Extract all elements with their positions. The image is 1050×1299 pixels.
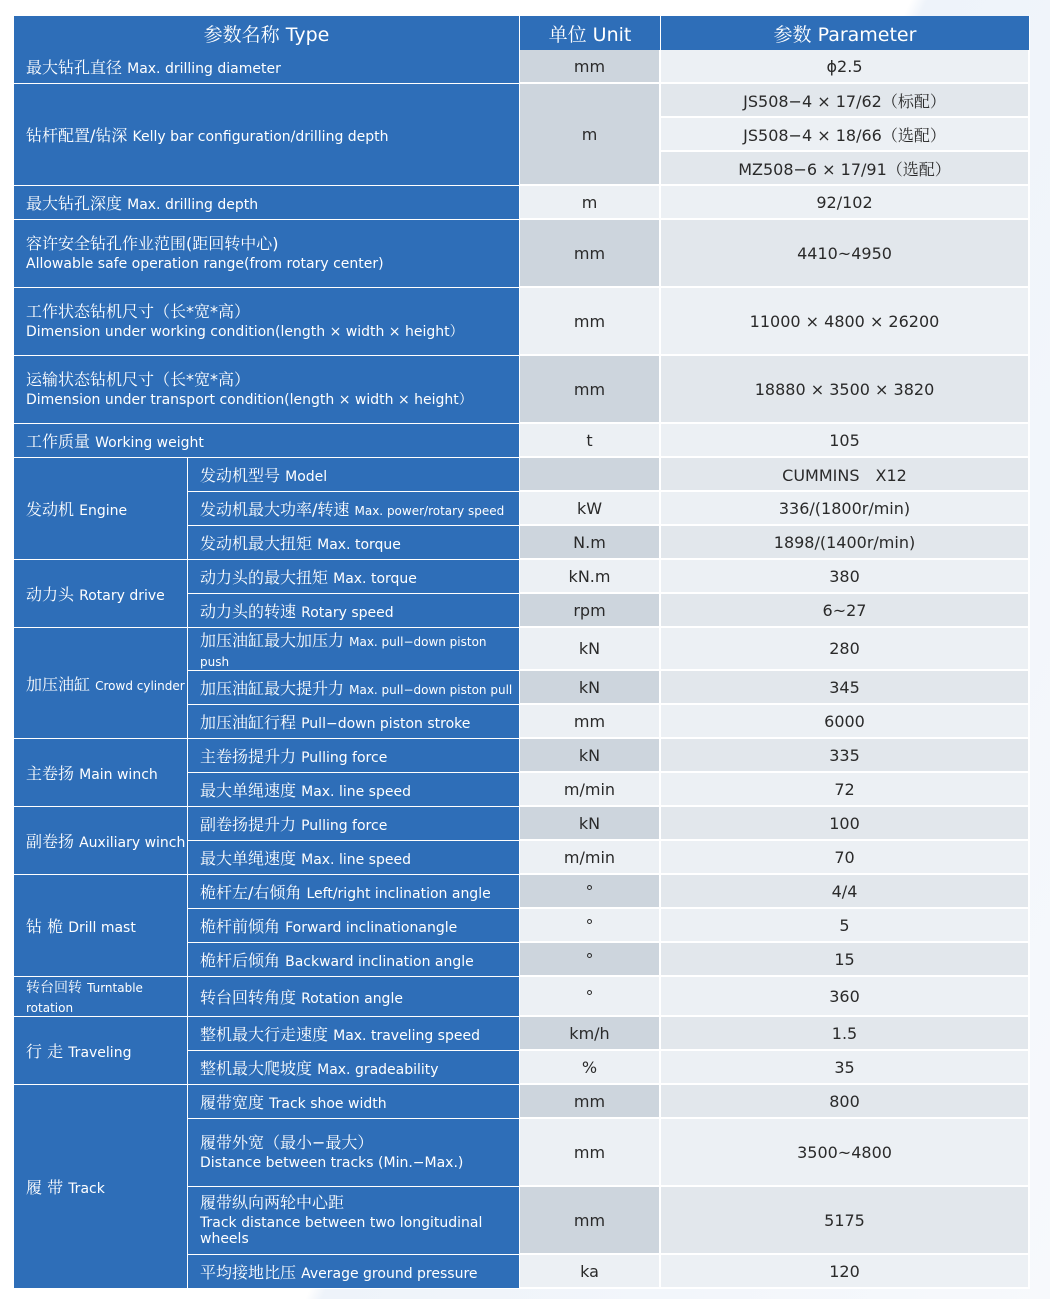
label-en: Max. torque <box>333 571 417 587</box>
group-label-main-winch <box>14 739 188 807</box>
label-zh: 履带纵向两轮中心距 <box>200 1192 345 1212</box>
value-cell: JS508−4 × 18/66（选配） <box>661 118 1030 152</box>
table-row <box>14 875 1030 909</box>
label-zh: 加压油缸 <box>26 674 91 694</box>
group-label-rotary <box>14 560 188 628</box>
label-en: Dimension under working condition(length × width × height） <box>26 324 464 341</box>
unit-cell: km/h <box>520 1017 661 1051</box>
value-cell: 35 <box>661 1051 1030 1085</box>
unit-cell: kN <box>520 739 661 773</box>
unit-cell: % <box>520 1051 661 1085</box>
label-zh: 副卷扬 <box>26 832 75 851</box>
value-cell: 380 <box>661 560 1030 594</box>
group-label-aux-winch <box>14 807 188 875</box>
sub-label <box>188 909 520 943</box>
sub-label <box>188 943 520 977</box>
value-cell: 105 <box>661 424 1030 458</box>
value-cell: 1.5 <box>661 1017 1030 1051</box>
value-cell: 345 <box>661 671 1030 705</box>
table-row <box>14 628 1030 671</box>
table-row <box>14 560 1030 594</box>
sub-label <box>188 492 520 526</box>
value-cell: 4410~4950 <box>661 220 1030 288</box>
table-row <box>14 1085 1030 1119</box>
sub-label <box>188 773 520 807</box>
unit-cell: kN <box>520 628 661 671</box>
table-row <box>14 288 1030 356</box>
value-cell: ϕ2.5 <box>661 50 1030 84</box>
label-en: Max. power/rotary speed <box>354 504 505 518</box>
label-en: Max. traveling speed <box>333 1028 480 1044</box>
label-zh: 最大单绳速度 <box>200 849 297 868</box>
label-zh: 运输状态钻机尺寸（长*宽*高） <box>26 369 251 389</box>
label-en: Traveling <box>68 1045 132 1061</box>
sub-label <box>188 1017 520 1051</box>
row-label <box>14 50 520 84</box>
unit-cell: mm <box>520 1119 661 1187</box>
group-label-mast <box>14 875 188 977</box>
row-label <box>14 424 520 458</box>
label-zh: 行 走 <box>26 1042 64 1061</box>
table-row <box>14 220 1030 288</box>
spec-table <box>14 16 1030 1289</box>
label-zh: 转台回转角度 <box>200 988 297 1007</box>
value-cell: 5 <box>661 909 1030 943</box>
sub-label <box>188 841 520 875</box>
label-zh: 发动机最大扭矩 <box>200 534 313 553</box>
value-cell: 335 <box>661 739 1030 773</box>
unit-cell: mm <box>520 356 661 424</box>
label-en: Max. pull−down piston push <box>200 635 487 669</box>
label-en: Max. pull−down piston pull <box>349 683 513 697</box>
sub-label <box>188 594 520 628</box>
label-en: Max. line speed <box>301 784 411 800</box>
value-cell: 100 <box>661 807 1030 841</box>
label-zh: 工作状态钻机尺寸（长*宽*高） <box>26 301 251 321</box>
label-en: Main winch <box>79 767 158 783</box>
label-zh: 最大钻孔深度 <box>26 194 123 213</box>
label-zh: 平均接地比压 <box>200 1263 297 1282</box>
unit-cell: ka <box>520 1255 661 1289</box>
label-zh: 最大钻孔直径 <box>26 58 123 77</box>
group-label-crowd <box>14 628 188 739</box>
value-cell: 360 <box>661 977 1030 1017</box>
label-en: Pulling force <box>301 750 388 766</box>
sub-label <box>188 1255 520 1289</box>
value-cell: 336/(1800r/min) <box>661 492 1030 526</box>
value-cell: 120 <box>661 1255 1030 1289</box>
label-en: Forward inclinationangle <box>285 920 458 936</box>
unit-cell: rpm <box>520 594 661 628</box>
label-en: Rotary drive <box>79 588 165 604</box>
unit-cell: N.m <box>520 526 661 560</box>
label-zh: 履带宽度 <box>200 1093 265 1112</box>
value-cell: 11000 × 4800 × 26200 <box>661 288 1030 356</box>
unit-cell: mm <box>520 288 661 356</box>
label-zh: 发动机最大功率/转速 <box>200 500 350 519</box>
value-cell: 800 <box>661 1085 1030 1119</box>
group-label-track <box>14 1085 188 1289</box>
label-en: Average ground pressure <box>301 1266 478 1282</box>
unit-cell: ° <box>520 977 661 1017</box>
label-en: Max. drilling diameter <box>127 61 281 77</box>
unit-cell: kN <box>520 671 661 705</box>
label-zh: 动力头的最大扭矩 <box>200 568 329 587</box>
label-en: Drill mast <box>68 920 136 936</box>
unit-cell: m/min <box>520 773 661 807</box>
label-zh: 整机最大行走速度 <box>200 1025 329 1044</box>
unit-cell: ° <box>520 875 661 909</box>
unit-cell: kN.m <box>520 560 661 594</box>
sub-label <box>188 875 520 909</box>
value-cell: 92/102 <box>661 186 1030 220</box>
header-parameter: 参数 Parameter <box>661 16 1030 50</box>
value-cell: 15 <box>661 943 1030 977</box>
label-zh: 钻杆配置/钻深 <box>26 126 128 145</box>
label-en: Rotary speed <box>301 605 394 621</box>
unit-cell: kW <box>520 492 661 526</box>
sub-label <box>188 560 520 594</box>
value-cell: 4/4 <box>661 875 1030 909</box>
table-row <box>14 84 1030 118</box>
sub-label <box>188 1051 520 1085</box>
unit-cell: m <box>520 84 661 186</box>
label-zh: 动力头的转速 <box>200 602 297 621</box>
label-zh: 工作质量 <box>26 432 91 451</box>
sub-label <box>188 807 520 841</box>
sub-label <box>188 1085 520 1119</box>
label-en: Max. line speed <box>301 852 411 868</box>
label-en: Turntable rotation <box>26 981 143 1015</box>
label-en: Pull−down piston stroke <box>301 716 471 732</box>
label-en: Kelly bar configuration/drilling depth <box>132 129 389 145</box>
label-en: Max. drilling depth <box>127 197 259 213</box>
label-zh: 桅杆左/右倾角 <box>200 883 302 902</box>
label-en: Working weight <box>95 435 204 451</box>
value-cell: MZ508−6 × 17/91（选配） <box>661 152 1030 186</box>
value-cell: 3500~4800 <box>661 1119 1030 1187</box>
label-zh: 副卷扬提升力 <box>200 815 297 834</box>
label-zh: 最大单绳速度 <box>200 781 297 800</box>
value-cell: 6~27 <box>661 594 1030 628</box>
table-row <box>14 1017 1030 1051</box>
label-en: Allowable safe operation range(from rotary center) <box>26 256 384 273</box>
table-row <box>14 186 1030 220</box>
value-cell: CUMMINS X12 <box>661 458 1030 492</box>
label-zh: 加压油缸最大加压力 <box>200 631 345 650</box>
label-zh: 桅杆前倾角 <box>200 917 281 936</box>
label-en: Backward inclination angle <box>285 954 474 970</box>
sub-label <box>188 977 520 1017</box>
label-en: Engine <box>79 503 128 519</box>
sub-label <box>188 739 520 773</box>
sub-label <box>188 1119 520 1187</box>
label-zh: 主卷扬提升力 <box>200 747 297 766</box>
label-zh: 加压油缸最大提升力 <box>200 679 345 698</box>
unit-cell: mm <box>520 1085 661 1119</box>
header-row <box>14 16 1030 50</box>
label-zh: 发动机型号 <box>200 466 281 485</box>
label-en: Track <box>68 1181 105 1197</box>
unit-cell: mm <box>520 220 661 288</box>
unit-cell: mm <box>520 50 661 84</box>
label-en: Track distance between two longitudinal wheels <box>200 1215 483 1248</box>
label-en: Track shoe width <box>269 1096 387 1112</box>
label-en: Max. gradeability <box>317 1062 439 1078</box>
label-zh: 履 带 <box>26 1178 64 1197</box>
label-en: Left/right inclination angle <box>306 886 491 902</box>
group-label-travel <box>14 1017 188 1085</box>
unit-cell: mm <box>520 1187 661 1255</box>
table-row <box>14 356 1030 424</box>
header-type: 参数名称 Type <box>14 16 520 50</box>
unit-cell: m/min <box>520 841 661 875</box>
value-cell: 6000 <box>661 705 1030 739</box>
unit-cell: mm <box>520 705 661 739</box>
value-cell: 5175 <box>661 1187 1030 1255</box>
unit-cell: ° <box>520 909 661 943</box>
label-zh: 加压油缸行程 <box>200 713 297 732</box>
value-cell: 70 <box>661 841 1030 875</box>
label-zh: 桅杆后倾角 <box>200 951 281 970</box>
label-en: Crowd cylinder <box>95 678 185 693</box>
table-row <box>14 807 1030 841</box>
label-zh: 主卷扬 <box>26 764 75 783</box>
label-en: Model <box>285 469 328 485</box>
sub-label <box>188 628 520 671</box>
label-en: Pulling force <box>301 818 388 834</box>
sub-label <box>188 458 520 492</box>
value-cell: 18880 × 3500 × 3820 <box>661 356 1030 424</box>
table-row <box>14 424 1030 458</box>
value-cell: 280 <box>661 628 1030 671</box>
unit-cell: t <box>520 424 661 458</box>
label-en: Auxiliary winch <box>79 835 186 851</box>
group-label-engine <box>14 458 188 560</box>
label-zh: 履带外宽（最小−最大） <box>200 1132 374 1152</box>
label-zh: 容许安全钻孔作业范围(距回转中心) <box>26 233 279 253</box>
label-zh: 整机最大爬坡度 <box>200 1059 313 1078</box>
label-en: Rotation angle <box>301 991 403 1007</box>
label-zh: 发动机 <box>26 500 75 519</box>
table-row <box>14 50 1030 84</box>
row-label <box>14 288 520 356</box>
value-cell: JS508−4 × 17/62（标配） <box>661 84 1030 118</box>
row-label <box>14 84 520 186</box>
label-en: Distance between tracks (Min.−Max.) <box>200 1155 464 1172</box>
header-unit: 单位 Unit <box>520 16 661 50</box>
unit-cell: ° <box>520 943 661 977</box>
table-row <box>14 739 1030 773</box>
table-row <box>14 458 1030 492</box>
unit-cell: kN <box>520 807 661 841</box>
sub-label <box>188 1187 520 1255</box>
group-label-turntable <box>14 977 188 1017</box>
label-en: Max. torque <box>317 537 401 553</box>
label-zh: 动力头 <box>26 585 75 604</box>
label-zh: 钻 桅 <box>26 917 64 936</box>
value-cell: 1898/(1400r/min) <box>661 526 1030 560</box>
value-cell: 72 <box>661 773 1030 807</box>
label-zh: 转台回转 <box>26 980 82 996</box>
row-label <box>14 186 520 220</box>
table-row <box>14 977 1030 1017</box>
sub-label <box>188 705 520 739</box>
row-label <box>14 356 520 424</box>
unit-cell <box>520 458 661 492</box>
sub-label <box>188 671 520 705</box>
row-label <box>14 220 520 288</box>
label-en: Dimension under transport condition(length × width × height） <box>26 392 473 409</box>
sub-label <box>188 526 520 560</box>
unit-cell: m <box>520 186 661 220</box>
